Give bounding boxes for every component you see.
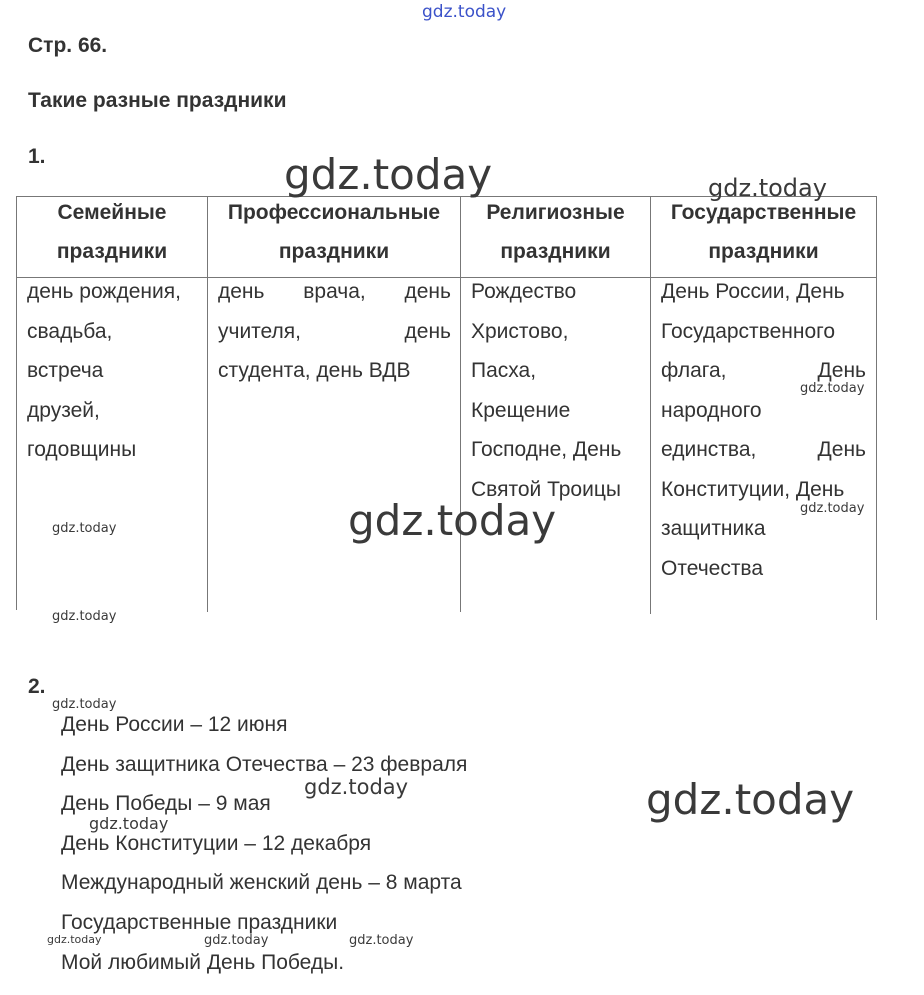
cell-line: друзей, — [27, 398, 100, 422]
list-item: Международный женский день – 8 марта — [61, 871, 462, 894]
cell-line: Государственного — [661, 319, 836, 343]
list-item: День Конституции – 12 декабря — [61, 832, 372, 855]
watermark: gdz.today — [89, 814, 169, 833]
watermark: gdz.today — [800, 501, 865, 516]
cell-line: Христово, — [471, 319, 569, 343]
table-header-religious: Религиозные праздники — [486, 201, 625, 263]
cell-line: Святой Троицы — [471, 477, 621, 501]
cell-line: единства, День — [661, 438, 866, 461]
list-item: День России – 12 июня — [61, 713, 288, 736]
list-item: День защитника Отечества – 23 февраля — [61, 753, 468, 776]
watermark: gdz.today — [52, 521, 117, 536]
cell-line: студента, день ВДВ — [218, 359, 411, 382]
list-item: Мой любимый День Победы. — [61, 951, 345, 974]
watermark: gdz.today — [646, 775, 855, 824]
list-item: День Победы – 9 мая — [61, 792, 271, 815]
cell-line: свадьба, — [27, 319, 113, 343]
cell-line: встреча — [27, 359, 104, 382]
table-header-family: Семейные праздники — [56, 201, 168, 263]
watermark: gdz.today — [422, 2, 507, 22]
table-border-right — [876, 196, 877, 620]
cell-line: Отечества — [661, 556, 764, 580]
watermark: gdz.today — [52, 697, 117, 712]
cell-line: день рождения, — [27, 280, 181, 303]
watermark: gdz.today — [47, 933, 102, 946]
watermark: gdz.today — [348, 496, 557, 545]
cell-line: учителя, день — [218, 319, 451, 343]
cell-line: флага, День — [661, 359, 866, 382]
cell-line: Рождество — [471, 280, 577, 303]
watermark: gdz.today — [52, 609, 117, 624]
cell-line: Конституции, День — [661, 477, 845, 501]
watermark: gdz.today — [800, 381, 865, 396]
table-cell-family — [27, 272, 199, 470]
watermark: gdz.today — [304, 775, 409, 799]
cell-line: Господне, День — [471, 438, 622, 461]
table-header-state: Государственные праздники — [670, 201, 857, 263]
list-item: Государственные праздники — [61, 911, 338, 934]
watermark: gdz.today — [204, 933, 269, 948]
cell-line: День России, День — [661, 280, 845, 303]
cell-line: день врача, день — [218, 280, 451, 303]
table-cell-religious — [471, 272, 646, 509]
cell-line: народного — [661, 398, 762, 422]
cell-line: защитника — [661, 517, 766, 540]
section-title: Такие разные праздники — [28, 89, 287, 112]
watermark: gdz.today — [708, 174, 827, 202]
watermark: gdz.today — [349, 933, 414, 948]
page-number: Стр. 66. — [28, 34, 108, 57]
table-cell-state — [661, 272, 866, 588]
table-cell-professional — [218, 272, 451, 391]
cell-line: Крещение — [471, 398, 571, 422]
table-header-professional: Профессиональные праздники — [227, 201, 441, 263]
cell-line: годовщины — [27, 438, 137, 461]
cell-line: Пасха, — [471, 359, 537, 382]
task-number-1: 1. — [28, 145, 46, 168]
watermark: gdz.today — [284, 150, 493, 199]
task-number-2: 2. — [28, 675, 46, 698]
